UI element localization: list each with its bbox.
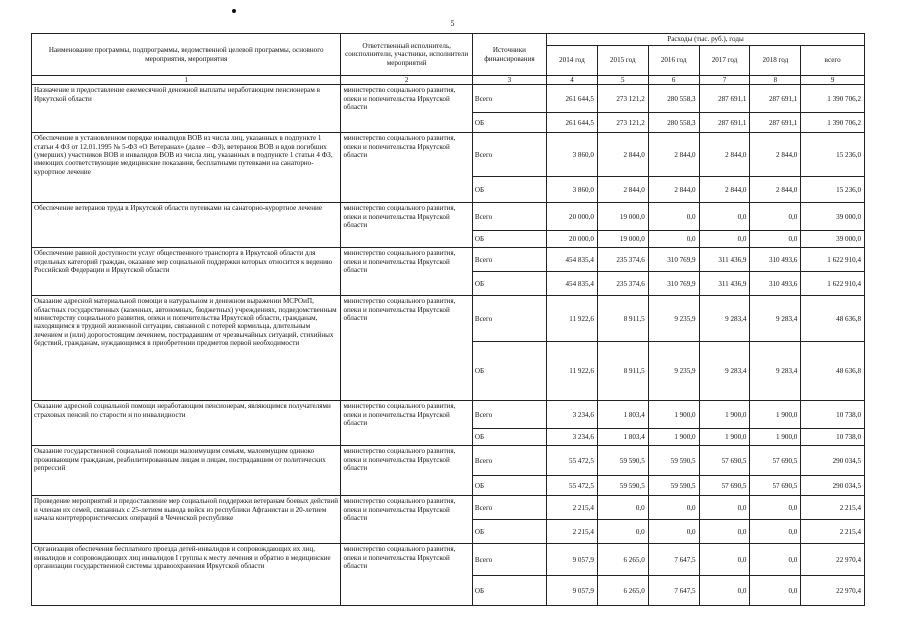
year-value: 20 000,0: [547, 203, 598, 231]
total-value: 22 970,4: [801, 576, 865, 606]
funding-source: ОБ: [472, 576, 546, 606]
year-value: 261 644,5: [547, 85, 598, 113]
year-value: 11 922,6: [547, 296, 598, 342]
funding-source: Всего: [472, 544, 546, 576]
table-row: [32, 401, 865, 429]
year-value: 261 644,5: [547, 113, 598, 133]
year-value: 311 436,9: [699, 272, 750, 296]
header-year: 2015 год: [597, 46, 648, 76]
total-value: 1 622 910,4: [801, 248, 865, 272]
column-index: 8: [750, 76, 801, 85]
table-row: [32, 248, 865, 272]
year-value: 0,0: [750, 203, 801, 231]
funding-source: Всего: [472, 85, 546, 113]
executor: министерство социального развития, опеки и попечительства Иркутской области: [341, 446, 472, 496]
table-body: [32, 85, 865, 606]
executor: министерство социального развития, опеки и попечительства Иркутской области: [341, 133, 472, 203]
year-value: 3 860,0: [547, 133, 598, 177]
year-value: 57 690,5: [750, 446, 801, 476]
header-year: 2016 год: [648, 46, 699, 76]
year-value: 454 835,4: [547, 248, 598, 272]
year-value: 8 911,5: [597, 296, 648, 342]
year-value: 1 803,4: [597, 401, 648, 429]
funding-source: ОБ: [472, 231, 546, 248]
budget-table: [31, 33, 865, 606]
year-value: 310 493,6: [750, 248, 801, 272]
year-value: 9 283,4: [699, 296, 750, 342]
activity-name: Обеспечение ветеранов труда в Иркутской области путевками на санаторно-курортное лечение: [32, 203, 341, 248]
year-value: 6 265,0: [597, 544, 648, 576]
funding-source: ОБ: [472, 429, 546, 446]
year-value: 57 690,5: [699, 476, 750, 496]
year-value: 8 911,5: [597, 342, 648, 401]
column-index: 3: [472, 76, 546, 85]
year-value: 0,0: [648, 231, 699, 248]
funding-source: ОБ: [472, 476, 546, 496]
column-index: 4: [547, 76, 598, 85]
year-value: 6 265,0: [597, 576, 648, 606]
page-number: 5: [450, 19, 455, 28]
header-total: всего: [801, 46, 865, 76]
funding-source: ОБ: [472, 272, 546, 296]
total-value: 22 970,4: [801, 544, 865, 576]
year-value: 454 835,4: [547, 272, 598, 296]
year-value: 11 922,6: [547, 342, 598, 401]
year-value: 287 691,1: [699, 113, 750, 133]
year-value: 310 769,9: [648, 248, 699, 272]
funding-source: Всего: [472, 203, 546, 231]
year-value: 1 900,0: [750, 429, 801, 446]
year-value: 57 690,5: [699, 446, 750, 476]
year-value: 2 844,0: [699, 133, 750, 177]
year-value: 9 283,4: [699, 342, 750, 401]
funding-source: Всего: [472, 401, 546, 429]
year-value: 0,0: [699, 203, 750, 231]
year-value: 235 374,6: [597, 272, 648, 296]
total-value: 10 738,0: [801, 429, 865, 446]
funding-source: ОБ: [472, 113, 546, 133]
year-value: 19 000,0: [597, 231, 648, 248]
funding-source: ОБ: [472, 177, 546, 203]
year-value: 2 844,0: [597, 133, 648, 177]
total-value: 2 215,4: [801, 520, 865, 544]
total-value: 1 390 706,2: [801, 85, 865, 113]
total-value: 39 000,0: [801, 231, 865, 248]
year-value: 0,0: [699, 520, 750, 544]
year-value: 9 283,4: [750, 296, 801, 342]
year-value: 59 590,5: [648, 446, 699, 476]
funding-source: Всего: [472, 248, 546, 272]
year-value: 20 000,0: [547, 231, 598, 248]
year-value: 2 215,4: [547, 520, 598, 544]
total-value: 1 390 706,2: [801, 113, 865, 133]
year-value: 9 283,4: [750, 342, 801, 401]
year-value: 311 436,9: [699, 248, 750, 272]
year-value: 273 121,2: [597, 113, 648, 133]
year-value: 59 590,5: [597, 476, 648, 496]
year-value: 59 590,5: [648, 476, 699, 496]
total-value: 10 738,0: [801, 401, 865, 429]
header-year: 2014 год: [547, 46, 598, 76]
header-year: 2018 год: [750, 46, 801, 76]
year-value: 273 121,2: [597, 85, 648, 113]
year-value: 7 647,5: [648, 544, 699, 576]
year-value: 55 472,5: [547, 476, 598, 496]
year-value: 2 215,4: [547, 496, 598, 520]
activity-name: Оказание адресной материальной помощи в натуральном и денежном выражении МСРОиП, областных государственных (казенных, автономных, бюджетных) учреждениях, подведомственным министерству социального развития, опеки и попечительства Иркутской области, гражданам, находящимся в трудной жизненной ситуации, связанной с потерей кормильца, длительным лечением и (или) дорогостоящим лечением, пострадавшим от чрезвычайных ситуаций, стихийных бедствий, гражданам, нуждающимся в приобретении предметов первой необходимости: [32, 296, 341, 401]
year-value: 287 691,1: [750, 113, 801, 133]
column-index: 7: [699, 76, 750, 85]
year-value: 310 769,9: [648, 272, 699, 296]
table-row: [32, 544, 865, 576]
funding-source: Всего: [472, 446, 546, 476]
activity-name: Организация обеспечения бесплатного проезда детей-инвалидов и сопровождающих их лиц, инвалидов и сопровождающих лиц инвалидов I группы к месту лечения и обратно в медицинские организации государственной системы здравоохранения Иркутской области: [32, 544, 341, 606]
year-value: 0,0: [750, 231, 801, 248]
year-value: 0,0: [597, 520, 648, 544]
year-value: 0,0: [648, 496, 699, 520]
header-executor: Ответственный исполнитель, соисполнители, участники, исполнители мероприятий: [341, 34, 472, 76]
table-row: [32, 496, 865, 520]
year-value: 9 235,9: [648, 296, 699, 342]
year-value: 3 860,0: [547, 177, 598, 203]
year-value: 0,0: [750, 544, 801, 576]
year-value: 280 558,3: [648, 113, 699, 133]
total-value: 2 215,4: [801, 496, 865, 520]
total-value: 48 636,8: [801, 296, 865, 342]
year-value: 0,0: [699, 496, 750, 520]
total-value: 290 034,5: [801, 446, 865, 476]
year-value: 59 590,5: [597, 446, 648, 476]
year-value: 2 844,0: [750, 133, 801, 177]
year-value: 2 844,0: [750, 177, 801, 203]
year-value: 1 900,0: [648, 401, 699, 429]
total-value: 15 236,0: [801, 133, 865, 177]
funding-source: Всего: [472, 133, 546, 177]
year-value: 0,0: [597, 496, 648, 520]
column-index: 1: [32, 76, 341, 85]
funding-source: ОБ: [472, 342, 546, 401]
table-row: [32, 203, 865, 231]
year-value: 1 803,4: [597, 429, 648, 446]
year-value: 7 647,5: [648, 576, 699, 606]
table-row: [32, 133, 865, 177]
executor: министерство социального развития, опеки и попечительства Иркутской области: [341, 401, 472, 446]
year-value: 0,0: [699, 544, 750, 576]
year-value: 280 558,3: [648, 85, 699, 113]
year-value: 1 900,0: [699, 401, 750, 429]
total-value: 1 622 910,4: [801, 272, 865, 296]
funding-source: ОБ: [472, 520, 546, 544]
year-value: 2 844,0: [699, 177, 750, 203]
year-value: 0,0: [750, 576, 801, 606]
activity-name: Оказание адресной социальной помощи неработающим пенсионерам, являющимся получателями страховых пенсий по старости и по инвалидности: [32, 401, 341, 446]
header-name: Наименование программы, подпрограммы, ведомственной целевой программы, основного мероприятия, мероприятия: [32, 34, 341, 76]
table-row: [32, 85, 865, 113]
year-value: 287 691,1: [699, 85, 750, 113]
year-value: 3 234,6: [547, 429, 598, 446]
year-value: 3 234,6: [547, 401, 598, 429]
year-value: 0,0: [699, 231, 750, 248]
column-index: 9: [801, 76, 865, 85]
executor: министерство социального развития, опеки и попечительства Иркутской области: [341, 85, 472, 133]
year-value: 55 472,5: [547, 446, 598, 476]
table-row: [32, 446, 865, 476]
year-value: 1 900,0: [648, 429, 699, 446]
table-row: [32, 296, 865, 342]
executor: министерство социального развития, опеки и попечительства Иркутской области: [341, 544, 472, 606]
year-value: 2 844,0: [648, 177, 699, 203]
funding-source: Всего: [472, 496, 546, 520]
header-year: 2017 год: [699, 46, 750, 76]
executor: министерство социального развития, опеки и попечительства Иркутской области: [341, 203, 472, 248]
year-value: 9 235,9: [648, 342, 699, 401]
year-value: 2 844,0: [597, 177, 648, 203]
column-index: 5: [597, 76, 648, 85]
total-value: 39 000,0: [801, 203, 865, 231]
total-value: 48 636,8: [801, 342, 865, 401]
year-value: 0,0: [648, 520, 699, 544]
activity-name: Проведение мероприятий и предоставление мер социальной поддержки ветеранам боевых действий и членам их семей, связанных с 25-летием вывода войск из республики Афганистан и 20-летием начала контртеррористических операций в Чеченской республике: [32, 496, 341, 544]
scan-speck: [232, 9, 236, 13]
executor: министерство социального развития, опеки и попечительства Иркутской области: [341, 296, 472, 401]
executor: министерство социального развития, опеки и попечительства Иркутской области: [341, 496, 472, 544]
column-index-row: [32, 76, 865, 85]
year-value: 9 057,9: [547, 544, 598, 576]
total-value: 290 034,5: [801, 476, 865, 496]
year-value: 0,0: [750, 496, 801, 520]
activity-name: Назначение и предоставление ежемесячной денежной выплаты неработающим пенсионерам в Иркутской области: [32, 85, 341, 133]
funding-source: Всего: [472, 296, 546, 342]
year-value: 19 000,0: [597, 203, 648, 231]
activity-name: Оказание государственной социальной помощи малоимущим семьям, малоимущим одиноко проживающим гражданам, реабилитированным лицам и лицам, пострадавшим от политических репрессий: [32, 446, 341, 496]
activity-name: Обеспечение в установленном порядке инвалидов ВОВ из числа лиц, указанных в подпункте 1 статьи 4 ФЗ от 12.01.1995 № 5-ФЗ «О Ветеранах» (далее – ФЗ), ветеранов ВОВ и вдов погибших (умерших) участников ВОВ и инвалидов ВОВ из числа лиц, указанных в подпункте 1 статьи 4 ФЗ, имеющих соответствующие медицинские показания, бесплатными путевками на санаторно-курортное лечение: [32, 133, 341, 203]
year-value: 0,0: [750, 520, 801, 544]
year-value: 2 844,0: [648, 133, 699, 177]
header-expenses: Расходы (тыс. руб.), годы: [547, 34, 865, 46]
year-value: 1 900,0: [750, 401, 801, 429]
year-value: 9 057,9: [547, 576, 598, 606]
column-index: 2: [341, 76, 472, 85]
year-value: 235 374,6: [597, 248, 648, 272]
total-value: 15 236,0: [801, 177, 865, 203]
year-value: 1 900,0: [699, 429, 750, 446]
year-value: 0,0: [699, 576, 750, 606]
activity-name: Обеспечение равной доступности услуг общественного транспорта в Иркутской области для отдельных категорий граждан, оказание мер социальной поддержки которых относится к ведению Российской Федерации и Иркутской области: [32, 248, 341, 296]
year-value: 0,0: [648, 203, 699, 231]
column-index: 6: [648, 76, 699, 85]
year-value: 287 691,1: [750, 85, 801, 113]
executor: министерство социального развития, опеки и попечительства Иркутской области: [341, 248, 472, 296]
year-value: 310 493,6: [750, 272, 801, 296]
header-source: Источники финансирования: [472, 34, 546, 76]
year-value: 57 690,5: [750, 476, 801, 496]
